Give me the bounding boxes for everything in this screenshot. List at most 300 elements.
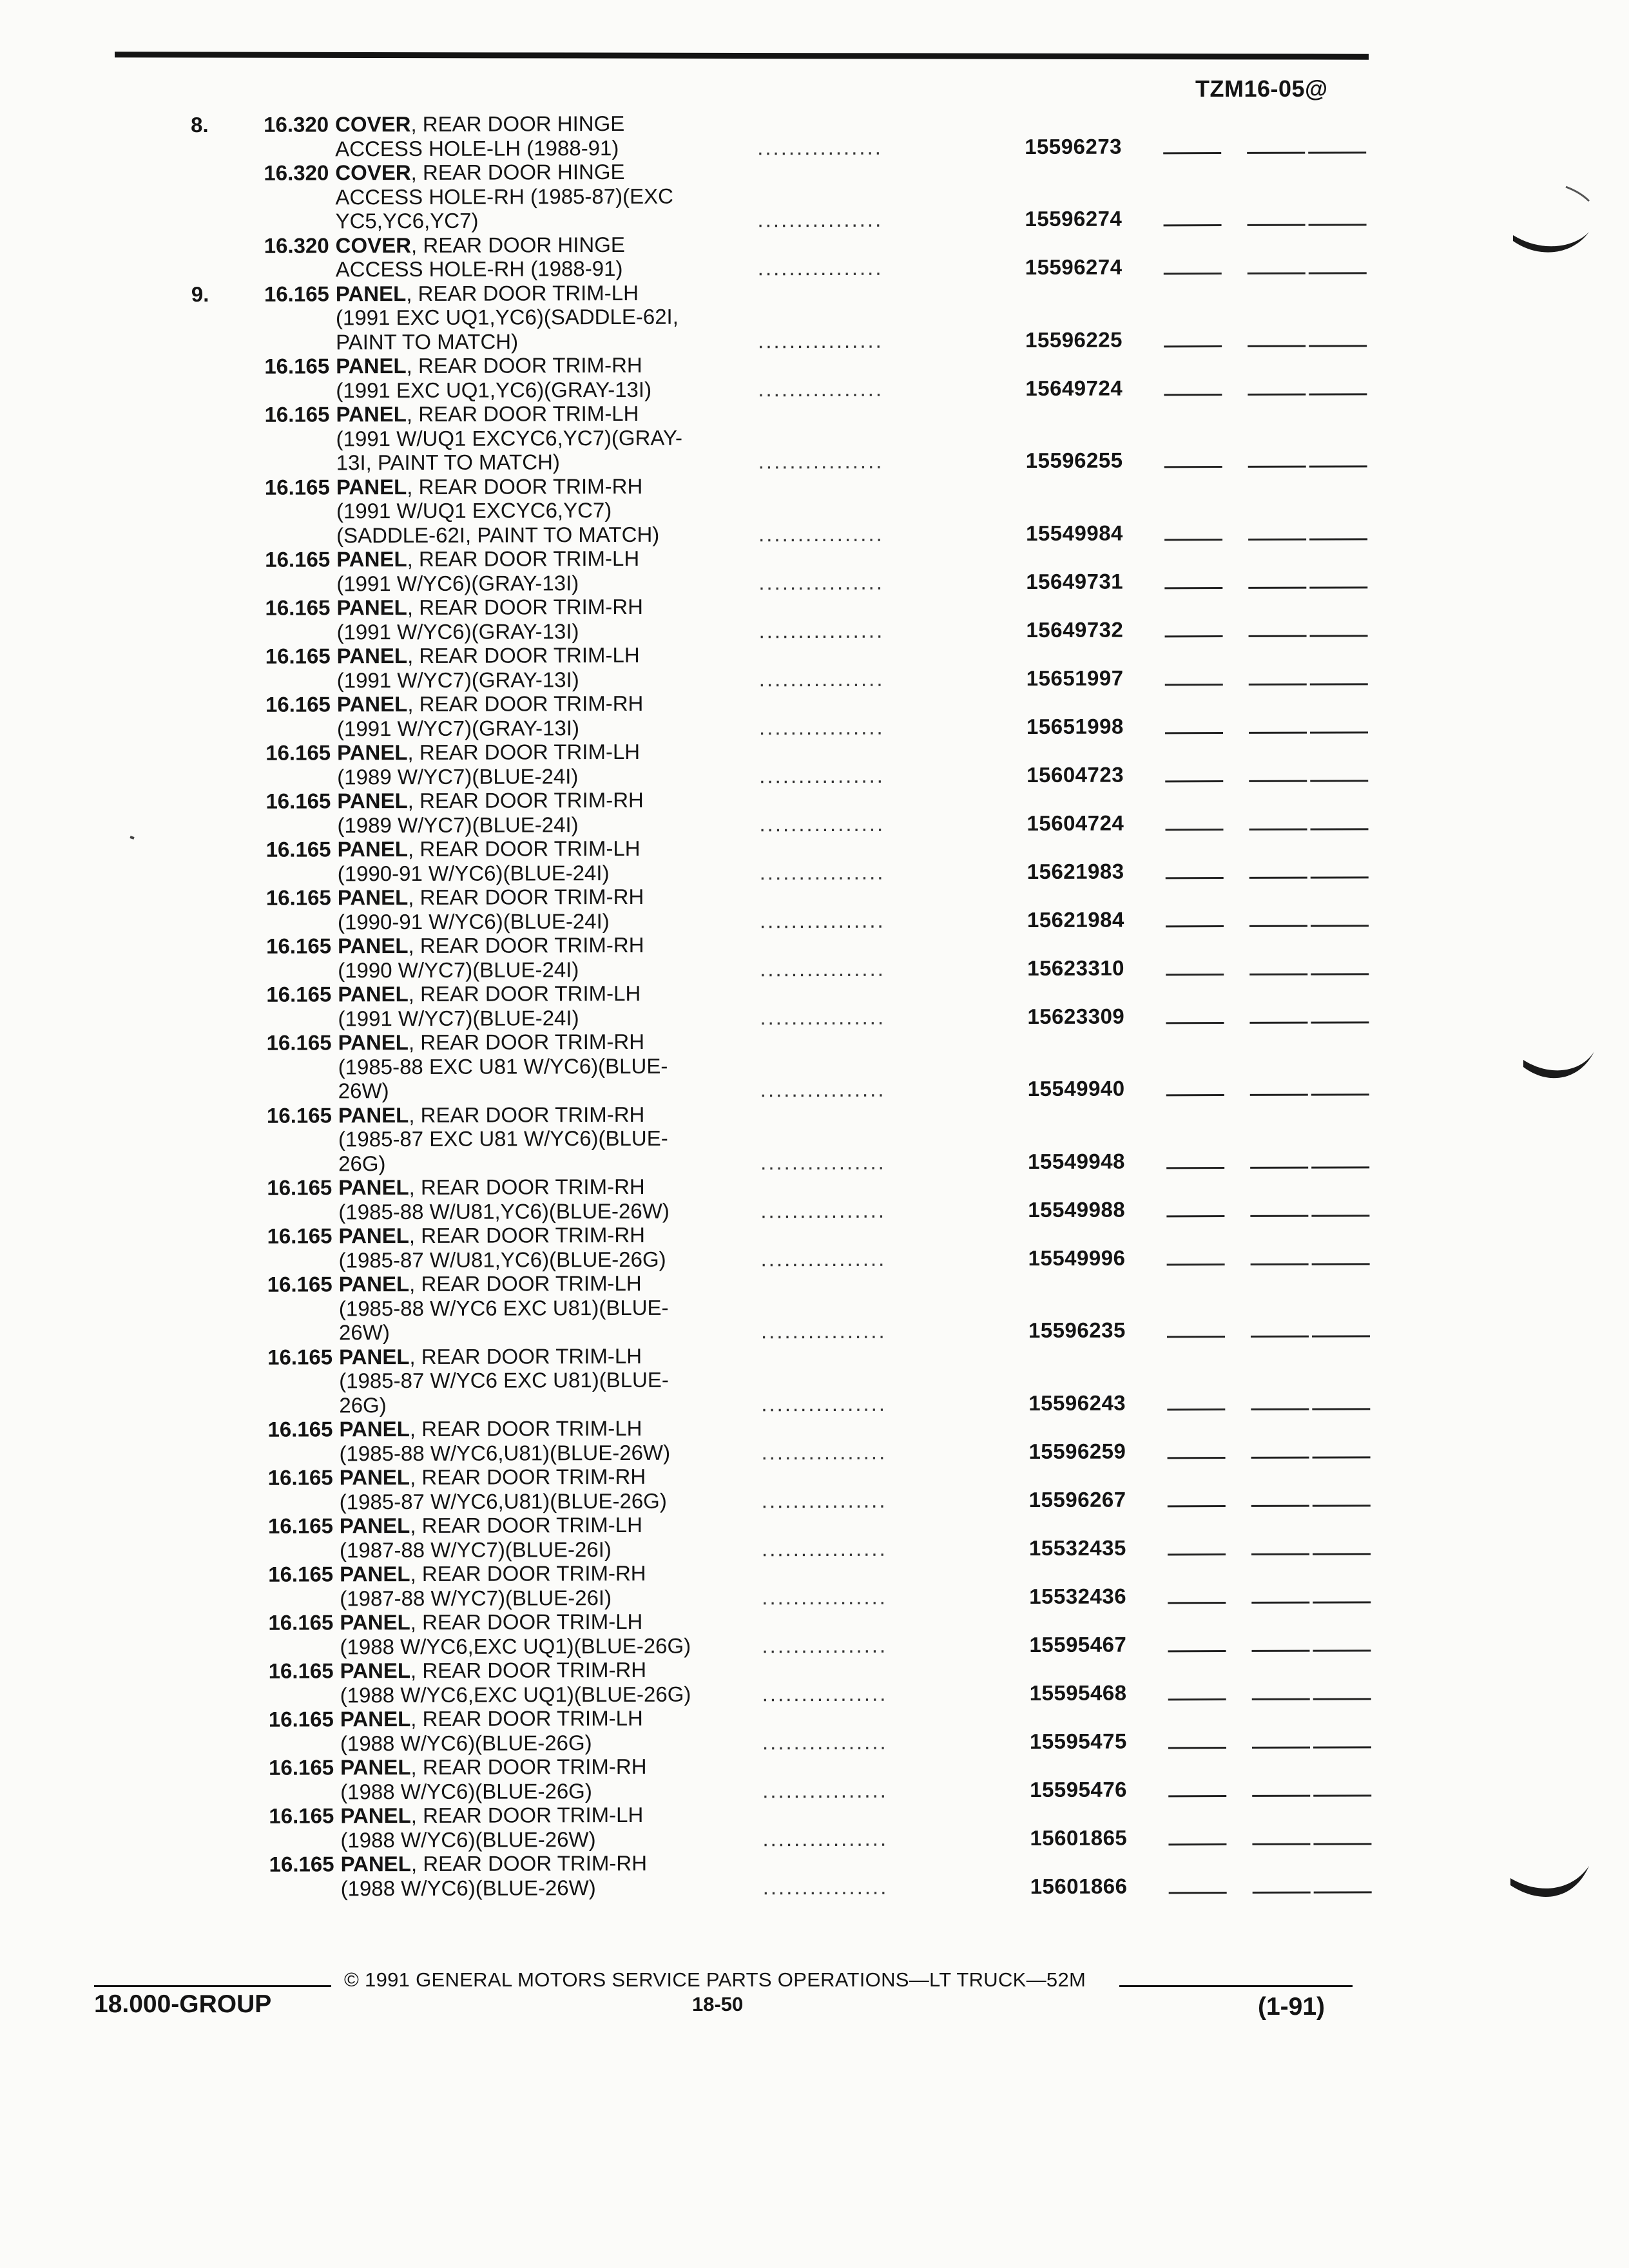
top-rule	[115, 52, 1369, 59]
part-description: (1988 W/YC6,EXC UQ1)(BLUE-26G)	[340, 1633, 691, 1658]
part-description-text: , REAR DOOR TRIM-RH	[407, 787, 644, 813]
part-number: 15651997	[1026, 666, 1124, 690]
blank-line	[1311, 876, 1369, 878]
blank-line	[1309, 586, 1367, 588]
part-noun: PANEL	[339, 1344, 410, 1369]
blank-line	[1168, 1505, 1226, 1507]
blank-line	[1309, 224, 1367, 226]
part-noun: PANEL	[337, 837, 409, 861]
parts-entry	[0, 157, 1629, 234]
group-number: 16.165	[265, 885, 331, 910]
blank-line	[1308, 151, 1366, 153]
part-noun: PANEL	[339, 1417, 410, 1441]
dot-leader: ................	[759, 860, 885, 884]
parts-entry	[3, 1220, 1629, 1273]
part-number: 15623310	[1027, 956, 1125, 980]
part-noun: PANEL	[336, 595, 407, 620]
blank-line	[1310, 635, 1368, 637]
part-number: 15549984	[1025, 521, 1123, 545]
blank-line	[1249, 973, 1307, 975]
page-code: TZM16-05@	[1195, 75, 1328, 102]
blank-line	[1312, 1408, 1370, 1410]
blank-line	[1313, 1843, 1371, 1845]
blank-line	[1248, 273, 1306, 274]
part-number: 15596259	[1028, 1439, 1126, 1463]
blank-line	[1309, 538, 1367, 540]
part-description-text: , REAR DOOR TRIM-RH	[407, 594, 643, 620]
part-description-text: , REAR DOOR TRIM-LH	[409, 1271, 642, 1296]
dot-leader: ................	[758, 715, 885, 739]
blank-line	[1313, 1746, 1371, 1748]
group-number: 16.165	[269, 1803, 334, 1828]
parts-entry	[5, 1510, 1629, 1563]
blank-line	[1167, 1264, 1225, 1265]
blank-line	[1313, 1698, 1371, 1700]
part-number: 15649732	[1026, 617, 1124, 642]
part-description-text: , REAR DOOR TRIM-LH	[407, 836, 641, 861]
part-description: (1987-88 W/YC7)(BLUE-26I)	[339, 1537, 612, 1562]
dot-leader: ................	[758, 448, 884, 474]
part-description: (1990-91 W/YC6)(BLUE-24I)	[337, 860, 610, 885]
blank-line	[1166, 1094, 1224, 1096]
group-number: 16.165	[265, 692, 331, 716]
dot-leader: ................	[760, 1077, 886, 1102]
part-description: ACCESS HOLE-RH (1988-91)	[335, 256, 623, 282]
group-number: 16.165	[267, 1224, 333, 1248]
blank-line	[1165, 635, 1223, 637]
blank-line	[1164, 273, 1222, 274]
blank-line	[1250, 1215, 1308, 1216]
blank-line	[1313, 1504, 1371, 1506]
parts-entry	[3, 930, 1629, 983]
group-number: 16.165	[264, 474, 330, 499]
blank-line	[1168, 1747, 1226, 1749]
blank-line	[1164, 539, 1222, 541]
part-description-text: , REAR DOOR TRIM-LH	[407, 739, 641, 765]
parts-entry	[5, 1655, 1629, 1708]
part-description: (1985-87 EXC U81 W/YC6)(BLUE-	[338, 1126, 668, 1151]
part-number: 15596274	[1025, 255, 1123, 280]
blank-line	[1168, 1457, 1226, 1459]
part-number: 15596225	[1025, 327, 1123, 352]
part-description-text: , REAR DOOR TRIM-RH	[410, 1657, 647, 1683]
part-description	[338, 933, 644, 958]
group-number: 16.165	[266, 934, 332, 958]
part-noun: PANEL	[338, 1030, 409, 1055]
blank-line	[1168, 1843, 1226, 1845]
blank-line	[1247, 151, 1305, 153]
blank-line	[1248, 586, 1306, 588]
part-description	[340, 1851, 647, 1876]
part-description	[336, 546, 639, 572]
part-noun: PANEL	[336, 644, 408, 668]
blank-line	[1252, 1843, 1310, 1845]
blank-line	[1309, 393, 1367, 395]
part-description-text: , REAR DOOR TRIM-LH	[409, 1416, 642, 1441]
part-description	[337, 691, 644, 716]
part-number: 15595467	[1029, 1632, 1127, 1657]
parts-entry	[5, 1751, 1629, 1805]
part-description-text: , REAR DOOR TRIM-RH	[406, 352, 642, 378]
blank-line	[1164, 587, 1222, 589]
part-description-text: , REAR DOOR TRIM-LH	[406, 401, 639, 427]
dot-leader: ................	[760, 1004, 886, 1029]
part-number: 15604724	[1027, 811, 1124, 835]
parts-entry	[1, 278, 1629, 355]
dot-leader: ................	[758, 570, 885, 594]
part-description	[335, 111, 624, 137]
blank-line	[1248, 224, 1306, 226]
part-description	[337, 740, 640, 765]
dot-leader: ................	[758, 328, 883, 352]
blank-line	[1312, 1263, 1370, 1265]
dot-leader: ................	[762, 1584, 887, 1609]
part-number: 15595468	[1029, 1680, 1127, 1705]
part-description	[337, 788, 644, 813]
blank-line	[1310, 780, 1368, 782]
part-description: (1989 W/YC7)(BLUE-24I)	[337, 764, 579, 789]
parts-entry	[5, 1606, 1629, 1660]
blank-line	[1311, 973, 1369, 975]
part-description-text: , REAR DOOR TRIM-LH	[407, 642, 640, 668]
part-description	[338, 1223, 645, 1248]
part-description	[336, 401, 639, 427]
part-number: 15596274	[1025, 206, 1123, 231]
parts-entry	[4, 1413, 1629, 1466]
group-number: 16.165	[267, 1272, 333, 1296]
blank-line	[1248, 393, 1306, 395]
part-noun: PANEL	[336, 692, 408, 716]
part-description-text: , REAR DOOR TRIM-LH	[410, 1706, 643, 1731]
part-number: 15596273	[1025, 134, 1123, 159]
part-description: (1991 W/UQ1 EXCYC6,YC7)	[336, 498, 612, 523]
group-number: 16.165	[264, 281, 329, 306]
part-description: (1988 W/YC6)(BLUE-26W)	[340, 1875, 596, 1900]
part-description	[338, 981, 641, 1006]
dot-leader: ................	[759, 908, 885, 932]
part-noun: PANEL	[337, 789, 408, 813]
part-description	[340, 1658, 647, 1683]
parts-entry	[2, 688, 1629, 742]
blank-line	[1168, 1795, 1226, 1797]
blank-line	[1166, 974, 1224, 975]
dot-leader: ................	[761, 1536, 887, 1561]
blank-line	[1165, 780, 1223, 782]
part-description	[336, 595, 643, 620]
parts-entry	[5, 1848, 1629, 1901]
part-description-text: , REAR DOOR TRIM-RH	[409, 1102, 645, 1127]
part-noun: COVER	[334, 111, 411, 137]
blank-line	[1165, 732, 1223, 734]
blank-line	[1251, 1336, 1309, 1338]
group-number: 16.165	[267, 1465, 333, 1490]
dot-leader: ................	[760, 1198, 887, 1222]
part-noun: PANEL	[340, 1610, 410, 1635]
group-number: 16.165	[266, 982, 332, 1006]
part-description: (1991 EXC UQ1,YC6)(SADDLE-62I,	[335, 304, 679, 330]
part-description: (1991 W/YC6)(GRAY-13I)	[336, 570, 579, 595]
part-description-text: , REAR DOOR TRIM-RH	[410, 1754, 647, 1780]
part-number: 15604723	[1027, 762, 1124, 787]
parts-entry	[1, 543, 1629, 597]
part-description	[340, 1561, 646, 1586]
part-description	[338, 885, 644, 910]
parts-entry	[5, 1800, 1629, 1853]
part-description: (1991 W/YC7)(GRAY-13I)	[336, 715, 580, 740]
part-description: (1990-91 W/YC6)(BLUE-24I)	[337, 908, 610, 934]
dot-leader: ................	[758, 376, 884, 401]
part-description	[336, 353, 642, 378]
blank-line	[1249, 925, 1307, 927]
part-description: (SADDLE-62I, PAINT TO MATCH)	[336, 522, 660, 547]
blank-line	[1168, 1698, 1226, 1700]
blank-line	[1249, 876, 1307, 878]
part-description	[340, 1803, 643, 1828]
group-number: 16.165	[266, 1030, 332, 1055]
part-description-text: , REAR DOOR TRIM-RH	[407, 474, 643, 499]
blank-line	[1251, 1408, 1309, 1410]
blank-line	[1167, 1408, 1225, 1410]
part-noun: PANEL	[338, 982, 409, 1006]
blank-line	[1253, 1891, 1311, 1893]
entry-continuation-line	[6, 1872, 1629, 1901]
part-description: 13I, PAINT TO MATCH)	[336, 450, 560, 475]
blank-line	[1163, 152, 1221, 154]
part-noun: PANEL	[339, 1465, 410, 1490]
part-description	[338, 1102, 645, 1127]
part-description-text: , REAR DOOR TRIM-LH	[410, 1609, 643, 1635]
group-number: 16.165	[267, 1175, 333, 1200]
blank-line	[1165, 829, 1223, 831]
dot-leader: ................	[762, 1826, 889, 1850]
dot-leader: ................	[762, 1633, 888, 1657]
group-number: 16.165	[268, 1658, 334, 1683]
blank-line	[1314, 1891, 1372, 1893]
part-noun: PANEL	[340, 1755, 411, 1780]
part-description: 26W)	[338, 1079, 389, 1103]
part-description: (1991 W/YC6)(GRAY-13I)	[336, 619, 579, 644]
group-number: 16.165	[268, 1562, 334, 1586]
part-description: PAINT TO MATCH)	[336, 329, 519, 354]
blank-line	[1166, 1022, 1224, 1024]
blank-line	[1166, 1167, 1224, 1169]
blank-line	[1252, 1746, 1310, 1748]
part-description	[335, 160, 624, 185]
part-description	[336, 474, 643, 499]
part-description	[339, 1271, 642, 1296]
part-description-text: , REAR DOOR TRIM-RH	[409, 1222, 645, 1248]
part-number: 15596235	[1028, 1318, 1126, 1342]
blank-line	[1251, 1504, 1309, 1506]
part-number: 15596267	[1028, 1487, 1126, 1512]
dot-leader: ................	[757, 207, 883, 232]
blank-line	[1252, 1698, 1310, 1700]
part-noun: PANEL	[335, 281, 407, 305]
blank-line	[1249, 635, 1307, 637]
dot-leader: ................	[760, 1318, 887, 1343]
parts-entry	[5, 1558, 1629, 1611]
parts-entry	[5, 1703, 1629, 1756]
footer-group-label: 18.000-GROUP	[94, 1990, 272, 2018]
part-noun: COVER	[335, 160, 411, 185]
parts-entry	[3, 978, 1629, 1032]
part-number: 15649731	[1026, 569, 1124, 593]
dot-leader: ................	[761, 1391, 887, 1416]
blank-line	[1310, 828, 1368, 830]
group-number: 16.320	[264, 233, 329, 258]
blank-line	[1251, 1601, 1309, 1603]
part-number: 15621983	[1027, 859, 1124, 883]
blank-line	[1166, 877, 1224, 879]
part-noun: PANEL	[338, 1102, 409, 1127]
dot-leader: ................	[757, 135, 883, 159]
dot-leader: ................	[759, 763, 885, 787]
group-number: 16.165	[265, 740, 331, 765]
blank-line	[1250, 1094, 1308, 1096]
dot-leader: ................	[760, 1149, 886, 1174]
footer-revision: (1-91)	[1258, 1993, 1325, 2021]
part-description-text: , REAR DOOR HINGE	[410, 232, 625, 257]
dot-leader: ................	[761, 1439, 887, 1464]
part-number: 15549988	[1028, 1197, 1126, 1222]
part-description	[339, 1343, 642, 1369]
part-number: 15601866	[1030, 1874, 1128, 1898]
blank-line	[1311, 1093, 1369, 1095]
blank-line	[1249, 683, 1307, 685]
blank-line	[1251, 1263, 1309, 1265]
blank-line	[1309, 345, 1367, 347]
part-description: (1991 W/UQ1 EXCYC6,YC7)(GRAY-	[336, 425, 682, 450]
blank-line	[1311, 925, 1369, 927]
part-number: 15596255	[1025, 448, 1123, 473]
group-number: 16.165	[268, 1707, 334, 1731]
blank-line	[1249, 780, 1307, 782]
blank-line	[1168, 1650, 1226, 1652]
part-description: (1985-88 W/U81,YC6)(BLUE-26W)	[338, 1198, 670, 1224]
parts-entry	[1, 591, 1629, 645]
parts-entry	[0, 108, 1629, 162]
part-number: 15621984	[1027, 907, 1124, 932]
part-description: (1991 W/YC7)(GRAY-13I)	[336, 667, 579, 692]
blank-line	[1309, 272, 1367, 274]
part-description: (1985-87 W/YC6,U81)(BLUE-26G)	[339, 1488, 667, 1514]
part-noun: PANEL	[340, 1707, 411, 1731]
blank-line	[1252, 1794, 1310, 1796]
part-noun: PANEL	[338, 1272, 410, 1296]
part-description: ACCESS HOLE-RH (1985-87)(EXC	[335, 184, 673, 209]
part-number: 15651998	[1026, 714, 1124, 738]
group-number: 16.165	[267, 1344, 333, 1369]
part-noun: COVER	[335, 233, 412, 257]
dot-leader: ................	[758, 618, 885, 642]
part-description	[340, 1706, 643, 1731]
part-description: 26G)	[339, 1392, 387, 1417]
part-description-text: , REAR DOOR HINGE	[410, 159, 625, 184]
dot-leader: ................	[758, 521, 884, 546]
part-description-text: , REAR DOOR TRIM-LH	[409, 1343, 642, 1369]
blank-line	[1248, 345, 1306, 347]
blank-line	[1166, 925, 1224, 927]
part-description: (1985-87 W/U81,YC6)(BLUE-26G)	[338, 1247, 666, 1272]
blank-line	[1313, 1794, 1371, 1796]
part-noun: PANEL	[340, 1658, 411, 1683]
dot-leader: ................	[762, 1874, 889, 1899]
blank-line	[1168, 1553, 1226, 1555]
part-description: (1985-88 W/YC6 EXC U81)(BLUE-	[338, 1295, 669, 1320]
blank-line	[1311, 1166, 1369, 1168]
blank-line	[1164, 345, 1222, 347]
blank-line	[1251, 1553, 1309, 1555]
part-description	[339, 1416, 642, 1441]
parts-entry	[5, 1461, 1629, 1515]
group-number: 16.320	[264, 160, 329, 185]
part-description: YC5,YC6,YC7)	[335, 208, 479, 233]
blank-line	[1311, 1215, 1369, 1216]
part-number: 15649724	[1025, 376, 1123, 400]
part-description-text: , REAR DOOR TRIM-RH	[410, 1464, 646, 1490]
part-noun: PANEL	[340, 1562, 410, 1586]
part-description: 26G)	[338, 1151, 386, 1175]
blank-line	[1310, 731, 1368, 733]
group-number: 16.165	[264, 354, 330, 378]
blank-line	[1166, 1215, 1224, 1217]
parts-entry	[2, 785, 1629, 838]
part-description: (1987-88 W/YC7)(BLUE-26I)	[340, 1585, 612, 1610]
part-number: 15623309	[1027, 1004, 1125, 1028]
parts-entry	[1, 229, 1629, 283]
part-number: 15532435	[1028, 1535, 1126, 1560]
group-number: 16.165	[267, 1417, 333, 1441]
part-description	[338, 1175, 645, 1200]
part-description	[338, 836, 641, 861]
parts-entry	[3, 881, 1629, 935]
dot-leader: ................	[759, 811, 885, 836]
dot-leader: ................	[762, 1681, 888, 1706]
footer-copyright: © 1991 GENERAL MOTORS SERVICE PARTS OPERATIONS—LT TRUCK—52M	[344, 1968, 1086, 1991]
part-number: 15601865	[1030, 1825, 1128, 1850]
part-noun: PANEL	[340, 1803, 411, 1828]
part-number: 15549996	[1028, 1245, 1126, 1270]
parts-entry	[1, 398, 1629, 476]
part-description: (1988 W/YC6,EXC UQ1)(BLUE-26G)	[340, 1682, 691, 1707]
part-description: (1991 EXC UQ1,YC6)(GRAY-13I)	[336, 377, 652, 402]
parts-entry	[2, 640, 1629, 693]
part-description: ACCESS HOLE-LH (1988-91)	[335, 135, 619, 160]
part-noun: PANEL	[337, 740, 408, 765]
part-description-text: , REAR DOOR TRIM-LH	[406, 280, 639, 305]
part-noun: PANEL	[336, 474, 407, 499]
parts-entry	[3, 1171, 1629, 1225]
blank-line	[1249, 731, 1307, 733]
group-number: 16.165	[264, 402, 330, 427]
blank-line	[1313, 1649, 1371, 1651]
parts-entry	[3, 1099, 1629, 1177]
group-number: 16.165	[265, 789, 331, 813]
part-description	[340, 1610, 642, 1635]
dot-leader: ................	[760, 1246, 887, 1271]
group-number: 16.165	[269, 1755, 334, 1780]
part-description: (1985-88 EXC U81 W/YC6)(BLUE-	[338, 1053, 668, 1079]
part-noun: PANEL	[338, 934, 409, 958]
part-description-text: , REAR DOOR TRIM-RH	[408, 932, 644, 958]
part-number: 15549940	[1027, 1076, 1125, 1100]
reference-number: 8.	[190, 112, 209, 137]
blank-line	[1248, 538, 1306, 540]
part-noun: PANEL	[336, 402, 407, 427]
part-description-text: , REAR DOOR TRIM-RH	[407, 691, 644, 716]
group-number: 16.165	[265, 644, 331, 668]
group-number: 16.165	[265, 595, 331, 620]
